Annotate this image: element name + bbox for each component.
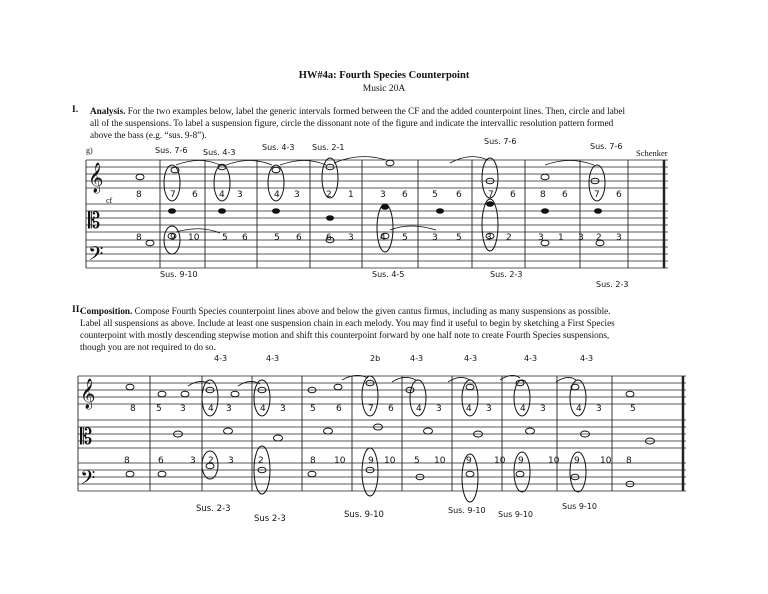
section-2-heading: Composition. xyxy=(80,306,133,316)
annotation-comp-sus-4: Sus. 9-10 xyxy=(448,506,486,515)
section-2-number: II. xyxy=(72,305,82,315)
example-label: g) xyxy=(86,146,93,155)
section-2-line-2: Label all suspensions as above. Include at least one suspension chain in each melody. You may find it useful to begin by sketching a First Species xyxy=(80,318,615,328)
annotation-comp-sus-2: Sus 2-3 xyxy=(254,514,286,524)
annotation-lower-sus-3: Sus. 2-3 xyxy=(490,270,523,279)
section-1-line-3: above the bass (e.g. “sus. 9-8”). xyxy=(90,130,207,140)
composition-clefs xyxy=(80,378,95,494)
annotation-comp-sus-5: Sus 9-10 xyxy=(498,510,534,519)
annotation-sus-1: Sus. 7-6 xyxy=(155,146,188,155)
annotation-sus-2: Sus. 4-3 xyxy=(203,148,236,157)
composition-staff-lines xyxy=(78,376,686,491)
annotation-sus-3: Sus. 4-3 xyxy=(262,143,295,152)
annotation-lower-sus-4: Sus. 2-3 xyxy=(596,280,629,289)
section-2-line-3: counterpoint with mostly descending stepwise motion and shift this counterpoint forward by one half note to create Fourth Species suspensions, xyxy=(80,330,610,340)
treble-clef-icon: 𝄞 xyxy=(88,163,104,192)
cf-label: cf xyxy=(106,196,113,205)
annotation-lower-sus-2: Sus. 4-5 xyxy=(372,270,405,279)
section-1-line-2: all of the suspensions. To label a suspension figure, circle the dissonant note of the figure and indicate the intervallic resolution pattern formed xyxy=(90,118,614,128)
annotation-sus-5: Sus. 7-6 xyxy=(484,137,517,146)
annotation-comp-sus-1: Sus. 2-3 xyxy=(196,504,231,514)
annotation-comp-sus-3: Sus. 9-10 xyxy=(344,510,384,520)
section-1-number: I. xyxy=(72,105,79,115)
course-label: Music 20A xyxy=(362,84,406,94)
treble-clef-icon: 𝄞 xyxy=(80,379,96,408)
annotation-sus-6: Sus. 7-6 xyxy=(590,142,623,151)
annotation-sus-4: Sus. 2-1 xyxy=(312,143,345,152)
bass-clef-icon: 𝄢 xyxy=(88,244,104,270)
attribution: Schenker xyxy=(636,148,668,158)
composition-circles xyxy=(202,376,586,502)
page-title: HW#4a: Fourth Species Counterpoint xyxy=(298,70,470,81)
alto-clef-icon: 𝄡 xyxy=(88,208,101,233)
section-1-heading: Analysis. xyxy=(90,106,126,116)
composition-barlines xyxy=(78,376,683,491)
annotation-lower-sus-1: Sus. 9-10 xyxy=(160,270,198,279)
alto-clef-icon: 𝄡 xyxy=(80,424,93,449)
section-1-line-1: For the two examples below, label the generic intervals formed between the CF and the added counterpoint lines. Then, circle and label xyxy=(127,106,626,116)
section-2-line-4: though you are not required to do so. xyxy=(80,342,216,352)
annotation-comp-sus-6: Sus 9-10 xyxy=(562,502,598,511)
section-2-line-1: Compose Fourth Species counterpoint lines above and below the given cantus firmus, including as many suspensions as possible. xyxy=(134,306,611,316)
bass-clef-icon: 𝄢 xyxy=(80,468,96,494)
